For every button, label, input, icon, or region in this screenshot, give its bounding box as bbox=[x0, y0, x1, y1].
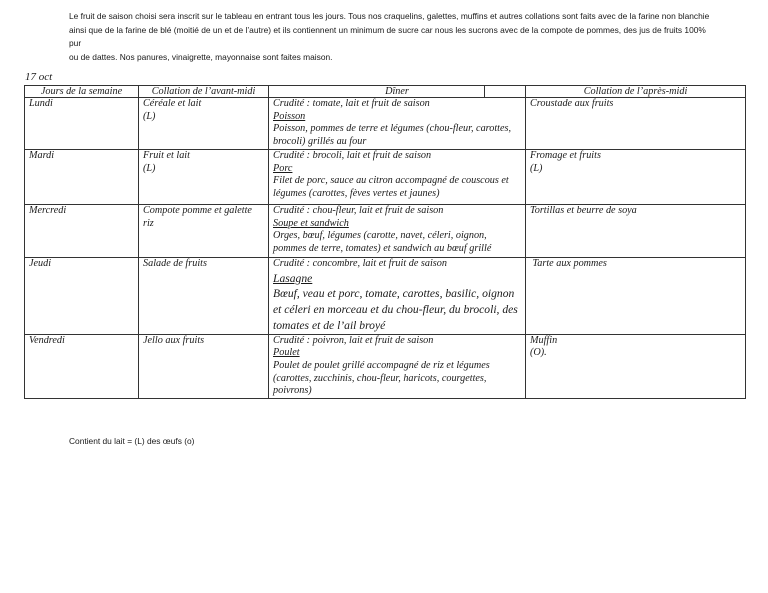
afternoon-snack-line: Fromage et fruits bbox=[530, 150, 601, 161]
dinner-cell bbox=[269, 334, 526, 398]
dinner-cell bbox=[269, 150, 526, 205]
dish-description: Filet de porc, sauce au citron accompagné de couscous et légumes (carottes, fèves vertes et jaunes) bbox=[273, 175, 509, 199]
crudite-line: Crudité : poivron, lait et fruit de saison bbox=[273, 334, 434, 346]
table-row bbox=[25, 98, 746, 150]
intro-line: ainsi que de la farine de blé (moitié de un et de l’autre) et ils contiennent un minimum de sucre car nous les sucrons avec de la compote de pommes, des jus de fruits 100% pur bbox=[69, 24, 706, 49]
dinner-cell bbox=[269, 205, 526, 258]
afternoon-snack-cell bbox=[526, 150, 746, 205]
morning-snack-line: Compote pomme et galette riz bbox=[143, 205, 252, 229]
morning-snack-line: Salade de fruits bbox=[143, 258, 207, 269]
morning-snack-cell bbox=[139, 98, 269, 150]
table-row bbox=[25, 205, 746, 258]
afternoon-snack-line: Tortillas et beurre de soya bbox=[530, 205, 637, 216]
dish-name: Lasagne bbox=[273, 271, 313, 285]
intro-paragraph bbox=[69, 10, 719, 64]
afternoon-snack-line: (O). bbox=[530, 347, 547, 359]
morning-snack-cell bbox=[139, 258, 269, 335]
dish-name: Poisson bbox=[273, 110, 306, 122]
header-day: Jours de la semaine bbox=[25, 86, 139, 98]
intro-line: ou de dattes. Nos panures, vinaigrette, mayonnaise sont faites maison. bbox=[69, 51, 333, 62]
header-morning-snack: Collation de l’avant-midi bbox=[139, 86, 269, 98]
morning-snack-cell bbox=[139, 205, 269, 258]
day-cell: Mardi bbox=[25, 150, 139, 205]
crudite-line: Crudité : tomate, lait et fruit de saison bbox=[273, 98, 430, 109]
morning-snack-line: (L) bbox=[143, 110, 156, 122]
afternoon-snack-line: Croustade aux fruits bbox=[530, 98, 614, 109]
afternoon-snack-line: Muffin bbox=[530, 334, 558, 346]
header-dinner bbox=[269, 86, 526, 98]
morning-snack-line: Céréale et lait bbox=[143, 98, 202, 109]
dinner-cell bbox=[269, 98, 526, 150]
afternoon-snack-cell bbox=[526, 334, 746, 398]
table-header-row bbox=[25, 86, 746, 98]
morning-snack-line: Fruit et lait bbox=[143, 150, 190, 161]
afternoon-snack-cell bbox=[526, 258, 746, 335]
afternoon-snack-cell bbox=[526, 98, 746, 150]
dish-name: Porc bbox=[273, 162, 293, 174]
afternoon-snack-line: (L) bbox=[530, 162, 543, 174]
dish-name: Poulet bbox=[273, 347, 300, 359]
day-cell: Vendredi bbox=[25, 334, 139, 398]
crudite-line: Crudité : concombre, lait et fruit de saison bbox=[273, 258, 447, 269]
header-divider bbox=[484, 86, 485, 97]
intro-line: Le fruit de saison choisi sera inscrit sur le tableau en entrant tous les jours. Tous nos craquelins, galettes, muffins et autres collations sont faits avec de la farine non blanchie bbox=[69, 11, 710, 21]
dish-description: Poisson, pommes de terre et légumes (chou-fleur, carottes, brocoli) grillés au four bbox=[273, 123, 512, 147]
morning-snack-cell bbox=[139, 334, 269, 398]
day-cell: Mercredi bbox=[25, 205, 139, 258]
weekly-menu-table bbox=[24, 85, 746, 399]
crudite-line: Crudité : chou-fleur, lait et fruit de saison bbox=[273, 205, 444, 216]
day-cell: Jeudi bbox=[25, 258, 139, 335]
table-row bbox=[25, 334, 746, 398]
dinner-cell bbox=[269, 258, 526, 335]
table-row bbox=[25, 258, 746, 335]
crudite-line: Crudité : brocoli, lait et fruit de saison bbox=[273, 150, 432, 161]
menu-date: 17 oct bbox=[25, 71, 53, 83]
dish-description: Poulet de poulet grillé accompagné de riz et légumes (carottes, zucchinis, chou-fleur, haricots, courgettes, poivrons) bbox=[273, 359, 490, 397]
allergen-legend: Contient du lait = (L) des œufs (o) bbox=[69, 436, 195, 446]
header-dinner-label: Dîner bbox=[385, 86, 409, 97]
morning-snack-cell bbox=[139, 150, 269, 205]
morning-snack-line: (L) bbox=[143, 162, 156, 174]
dish-description: Orges, bœuf, légumes (carotte, navet, céleri, oignon, pommes de terre, tomates) et sandwich au bœuf grillé bbox=[273, 230, 492, 254]
day-cell: Lundi bbox=[25, 98, 139, 150]
morning-snack-line: Jello aux fruits bbox=[143, 334, 205, 346]
table-row bbox=[25, 150, 746, 205]
afternoon-snack-line: Tarte aux pommes bbox=[530, 258, 607, 269]
afternoon-snack-cell bbox=[526, 205, 746, 258]
header-afternoon-snack: Collation de l’après-midi bbox=[526, 86, 746, 98]
dish-name: Soupe et sandwich bbox=[273, 217, 349, 229]
dish-description: Bœuf, veau et porc, tomate, carottes, basilic, oignon et céleri en morceau et du chou-fleur, du brocoli, des tomates et de l’ail broyé bbox=[273, 287, 518, 332]
